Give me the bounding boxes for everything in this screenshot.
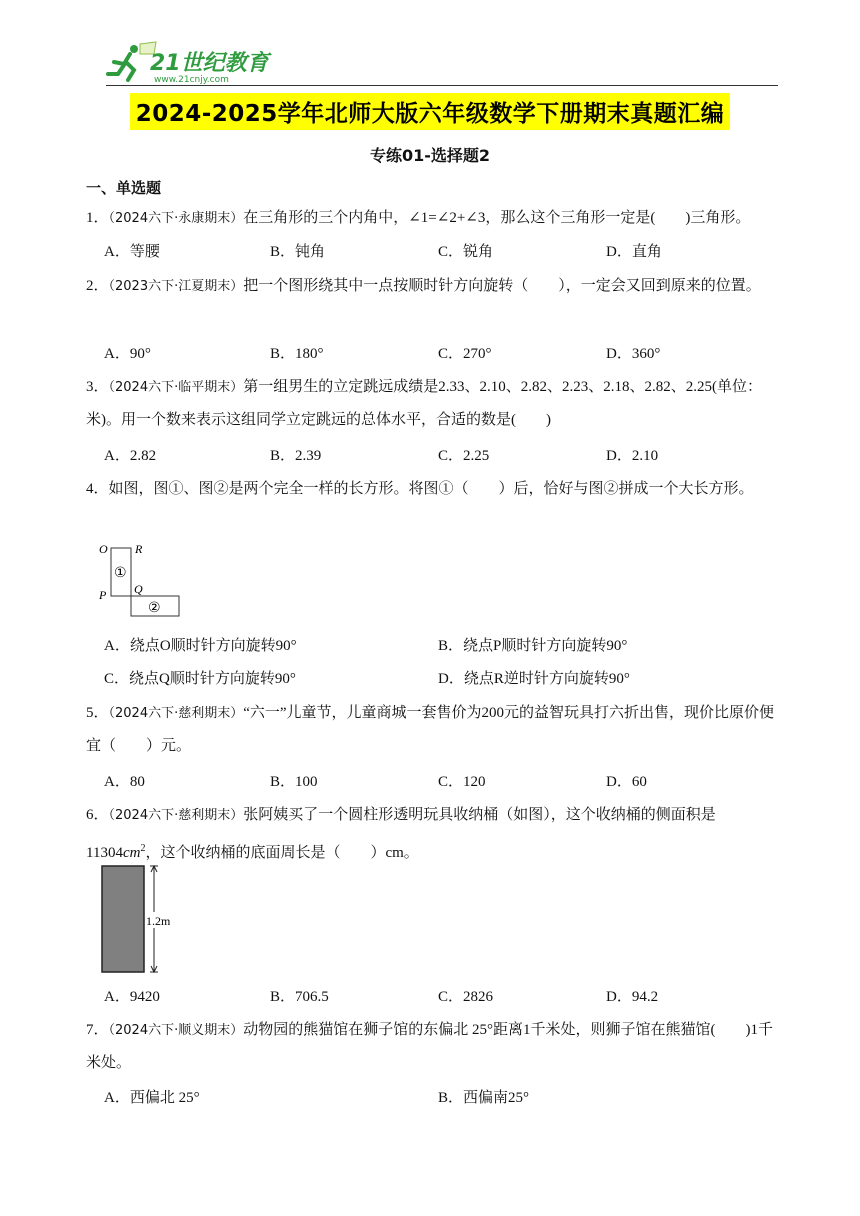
option-d[interactable]: D．绕点R逆时针方向旋转90° xyxy=(438,671,630,687)
question-source: （2024六下·慈利期末） xyxy=(108,808,244,823)
figure-two-label: ② xyxy=(148,600,161,616)
question-number: 1． xyxy=(86,210,109,226)
area-value: 11304 xyxy=(86,845,123,861)
question-source: （2023六下·江夏期末） xyxy=(108,279,244,294)
header-divider xyxy=(106,85,778,86)
option-c[interactable]: C．绕点Q顺时针方向旋转90° xyxy=(104,671,296,687)
options-4a xyxy=(104,634,764,658)
option-a[interactable]: A．绕点O顺时针方向旋转90° xyxy=(104,638,297,654)
logo-subtext: www.21cnjy.com xyxy=(154,75,229,84)
question-source: （2024六下·临平期末） xyxy=(108,380,244,395)
point-q-label: Q xyxy=(134,582,143,596)
question-text: 如图，图①、图②是两个完全一样的长方形。将图①（ ）后，恰好与图②拼成一个大长方形。 xyxy=(108,481,754,497)
option-b[interactable]: B．绕点P顺时针方向旋转90° xyxy=(438,638,628,654)
question-text: 张阿姨买了一个圆柱形透明玩具收纳桶（如图），这个收纳桶的侧面积是 xyxy=(243,807,716,823)
question-source: （2024六下·永康期末） xyxy=(108,211,244,226)
options-5 xyxy=(104,770,764,794)
option-b[interactable]: B．2.39 xyxy=(270,448,322,464)
question-text-cont: ，这个收纳桶的底面周长是（ ）cm。 xyxy=(145,845,419,861)
question-number: 5． xyxy=(86,705,109,721)
point-r-label: R xyxy=(135,542,143,556)
question-6 xyxy=(86,799,786,870)
options-4b xyxy=(104,667,764,691)
question-4 xyxy=(86,473,786,506)
height-label: 1.2m xyxy=(146,914,171,928)
section-heading: 一、单选题 xyxy=(86,179,162,197)
rectangles-figure xyxy=(98,538,188,627)
question-number: 6． xyxy=(86,807,109,823)
option-a[interactable]: A．90° xyxy=(104,346,151,362)
option-c[interactable]: C．270° xyxy=(438,346,492,362)
options-2 xyxy=(104,342,764,366)
option-c[interactable]: C．锐角 xyxy=(438,244,494,260)
question-text: 第一组男生的立定跳远成绩是2.33、2.10、2.82、2.23、2.18、2.82、2.25(单位：米)。用一个数来表示这组同学立定跳远的总体水平，合适的数是( ) xyxy=(86,379,762,428)
question-number: 3． xyxy=(86,379,109,395)
question-number: 7． xyxy=(86,1022,109,1038)
option-d[interactable]: D．直角 xyxy=(606,244,662,260)
question-number: 4． xyxy=(86,481,109,497)
area-unit: cm xyxy=(122,845,141,861)
option-c[interactable]: C．2826 xyxy=(438,989,494,1005)
question-source: （2024六下·顺义期末） xyxy=(108,1023,244,1038)
page-subtitle: 专练01-选择题2 xyxy=(369,146,491,165)
question-3 xyxy=(86,371,786,437)
question-1 xyxy=(86,202,786,235)
option-a[interactable]: A．2.82 xyxy=(104,448,157,464)
options-7 xyxy=(104,1086,764,1110)
question-2 xyxy=(86,270,786,303)
option-a[interactable]: A．等腰 xyxy=(104,244,160,260)
option-c[interactable]: C．120 xyxy=(438,774,486,790)
runner-logo-icon xyxy=(108,42,156,80)
area-exponent: 2 xyxy=(140,843,146,854)
question-number: 2． xyxy=(86,278,109,294)
cylinder-figure xyxy=(100,864,176,981)
question-text: 在三角形的三个内角中，∠1=∠2+∠3，那么这个三角形一定是( )三角形。 xyxy=(243,210,751,226)
option-c[interactable]: C．2.25 xyxy=(438,448,490,464)
option-a[interactable]: A．西偏北 25° xyxy=(104,1090,200,1106)
options-1 xyxy=(104,240,764,264)
question-text: 动物园的熊猫馆在狮子馆的东偏北 25°距离1千米处，则狮子馆在熊猫馆( )1千米处。 xyxy=(86,1022,773,1071)
option-a[interactable]: A．80 xyxy=(104,774,145,790)
site-logo xyxy=(104,40,274,84)
option-a[interactable]: A．9420 xyxy=(104,989,160,1005)
page-title: 2024-2025学年北师大版六年级数学下册期末真题汇编 xyxy=(130,93,731,130)
option-d[interactable]: D．60 xyxy=(606,774,647,790)
point-p-label: P xyxy=(99,588,107,602)
question-text: 把一个图形绕其中一点按顺时针方向旋转（ ），一定会又回到原来的位置。 xyxy=(243,278,761,294)
question-text: “六一”儿童节，儿童商城一套售价为200元的益智玩具打六折出售，现价比原价便宜（ ）元。 xyxy=(86,705,775,754)
question-5 xyxy=(86,697,786,763)
logo-text: 21世纪教育 xyxy=(150,51,269,76)
option-b[interactable]: B．180° xyxy=(270,346,324,362)
option-d[interactable]: D．94.2 xyxy=(606,989,659,1005)
option-b[interactable]: B．西偏南25° xyxy=(438,1090,530,1106)
point-o-label: O xyxy=(99,542,108,556)
options-6 xyxy=(104,985,764,1009)
option-b[interactable]: B．100 xyxy=(270,774,318,790)
option-d[interactable]: D．2.10 xyxy=(606,448,659,464)
options-3 xyxy=(104,444,764,468)
option-b[interactable]: B．706.5 xyxy=(270,989,329,1005)
question-7 xyxy=(86,1014,786,1080)
figure-one-label: ① xyxy=(114,565,127,581)
option-b[interactable]: B．钝角 xyxy=(270,244,326,260)
option-d[interactable]: D．360° xyxy=(606,346,661,362)
question-source: （2024六下·慈利期末） xyxy=(108,706,244,721)
